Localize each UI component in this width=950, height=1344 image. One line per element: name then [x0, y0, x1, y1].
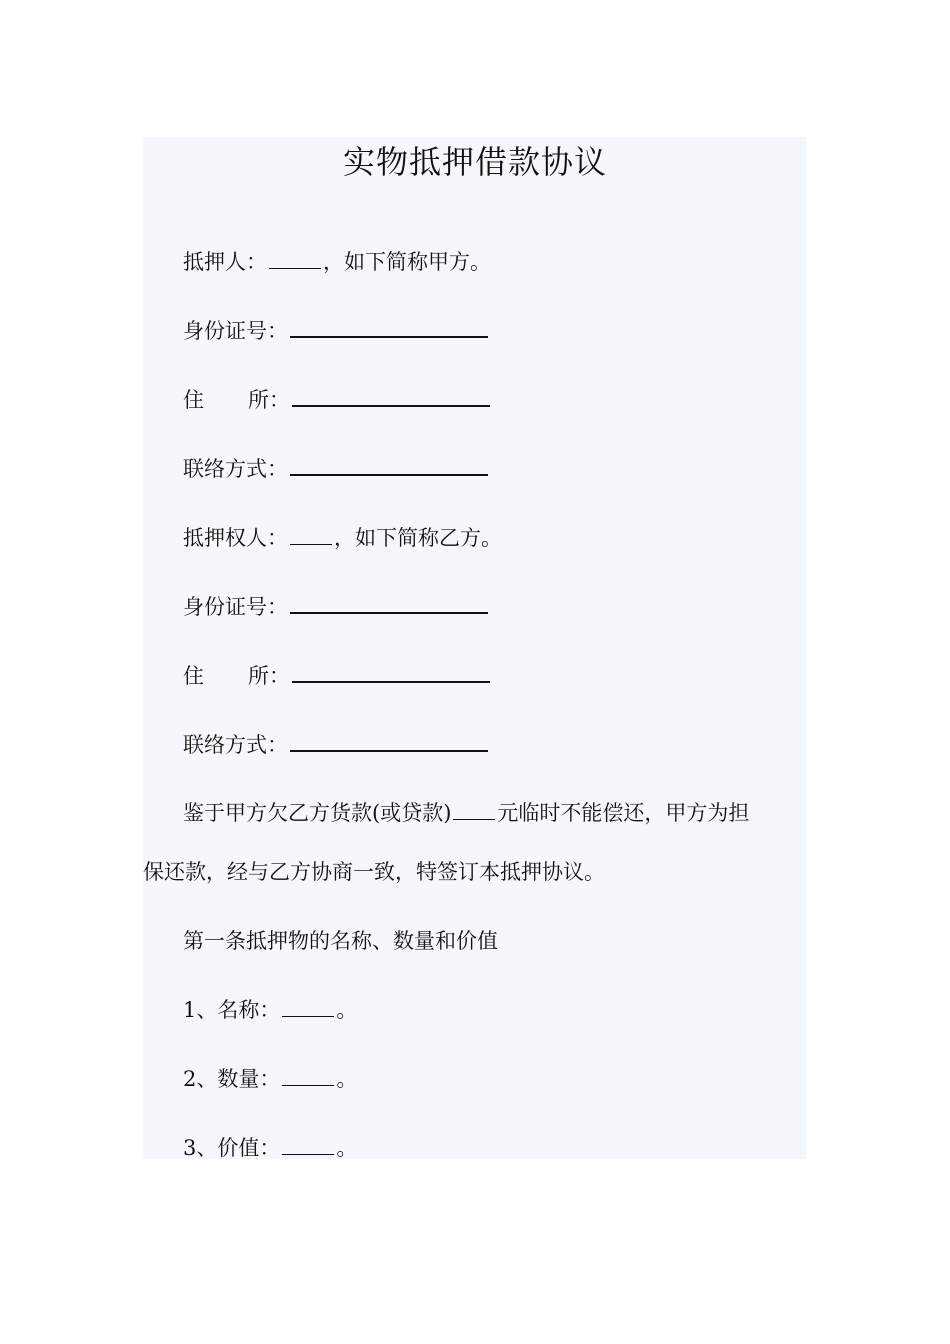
mortgagor-address-label-2: 所：	[248, 388, 290, 412]
mortgagor-id-blank	[290, 335, 488, 338]
mortgagor-label: 抵押人：	[183, 250, 267, 274]
mortgagee-contact-line	[183, 730, 490, 760]
mortgagor-id-line	[183, 316, 490, 346]
mortgagor-address-label-1: 住	[183, 388, 204, 412]
mortgagee-name-blank	[290, 543, 332, 545]
preamble-line-1	[183, 798, 749, 828]
mortgagee-label: 抵押权人：	[183, 526, 288, 550]
mortgagor-contact-line	[183, 454, 490, 484]
mortgagee-id-line	[183, 592, 490, 622]
mortgagor-contact-blank	[290, 473, 488, 476]
mortgagor-address-line	[183, 385, 492, 415]
article-1-item-value	[183, 1133, 357, 1163]
mortgagee-address-label-1: 住	[183, 664, 204, 688]
item-value-label: 3、价值：	[183, 1136, 281, 1160]
article-1-item-name	[183, 995, 357, 1025]
preamble-line-2	[143, 857, 605, 887]
mortgagor-id-label: 身份证号：	[183, 319, 288, 343]
mortgagee-address-label-2: 所：	[248, 664, 290, 688]
mortgagee-suffix: ，如下简称乙方。	[334, 526, 502, 550]
mortgagee-line	[183, 523, 502, 553]
mortgagee-contact-label: 联络方式：	[183, 733, 288, 757]
item-name-label: 1、名称：	[183, 998, 281, 1022]
item-quantity-blank	[282, 1084, 334, 1086]
item-value-blank	[282, 1153, 334, 1155]
preamble-part-1: 鉴于甲方欠乙方货款(或贷款)	[183, 801, 452, 825]
mortgagor-address-blank	[292, 404, 490, 407]
mortgagor-line	[183, 247, 491, 277]
mortgagee-id-label: 身份证号：	[183, 595, 288, 619]
item-quantity-end: 。	[336, 1067, 358, 1091]
mortgagee-id-blank	[290, 611, 488, 614]
item-quantity-label: 2、数量：	[183, 1067, 281, 1091]
item-name-end: 。	[336, 998, 358, 1022]
mortgagee-address-blank	[292, 680, 490, 683]
article-1-heading	[183, 926, 498, 956]
preamble-part-2: 元临时不能偿还，甲方为担	[497, 801, 750, 825]
document-title: 实物抵押借款协议	[342, 143, 607, 181]
article-1-heading-text: 第一条抵押物的名称、数量和价值	[183, 929, 498, 953]
preamble-line-2-text: 保还款，经与乙方协商一致，特签订本抵押协议。	[143, 860, 605, 884]
mortgagor-contact-label: 联络方式：	[183, 457, 288, 481]
preamble-amount-blank	[453, 818, 495, 820]
mortgagor-name-blank	[269, 267, 321, 269]
item-value-end: 。	[336, 1136, 358, 1160]
article-1-item-quantity	[183, 1064, 357, 1094]
mortgagee-address-line	[183, 661, 492, 691]
mortgagor-suffix: ，如下简称甲方。	[323, 250, 491, 274]
mortgagee-contact-blank	[290, 749, 488, 752]
item-name-blank	[282, 1015, 334, 1017]
